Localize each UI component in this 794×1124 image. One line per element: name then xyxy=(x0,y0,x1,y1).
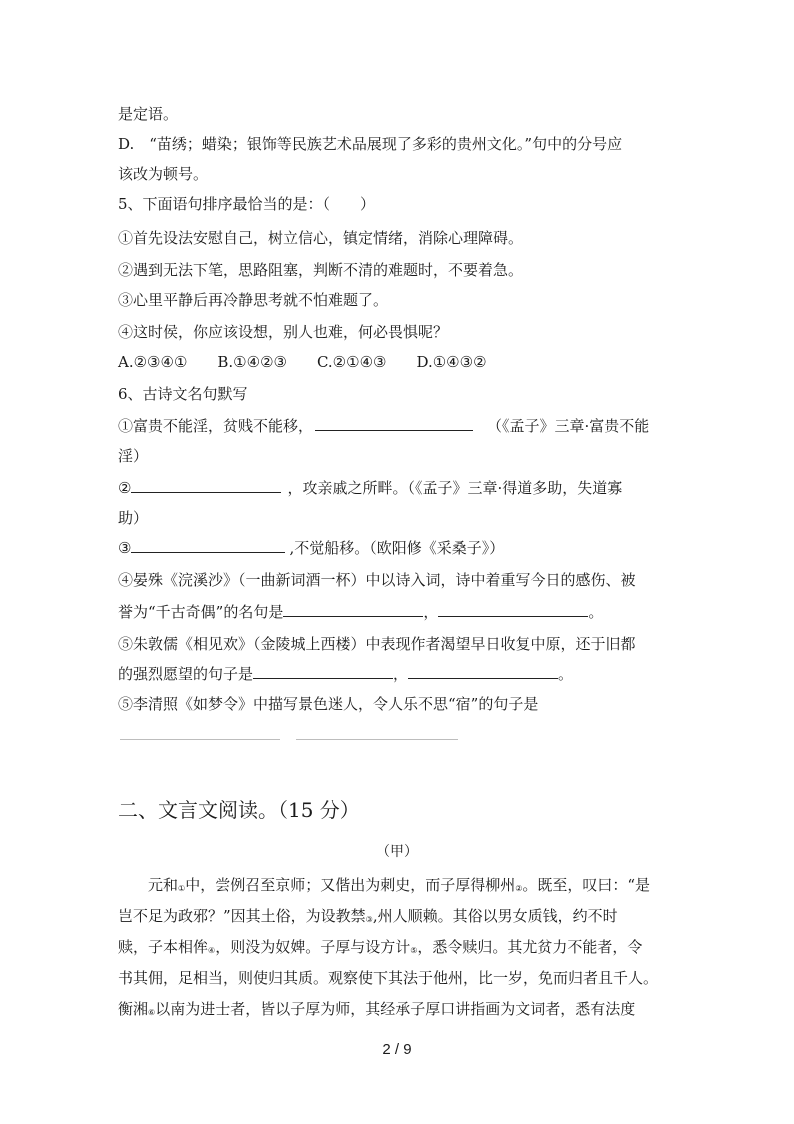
answer-blank[interactable] xyxy=(131,478,281,493)
passage-line-2: 岂不足为政邪？”因其土俗，为设教禁③,州人顺赖。其俗以男女质钱，约不时 xyxy=(118,907,618,925)
poem-item-5: ⑤朱敦儒《相见欢》（金陵城上西楼）中表现作者渴望早日收复中原，还于旧都 xyxy=(118,635,636,653)
passage-line-1: 元和①中，尝例召至京师；又偕出为刺史，而子厚得柳州②。既至，叹曰：“是 xyxy=(148,876,651,894)
answer-blank-line[interactable] xyxy=(296,739,458,740)
sentence-2: ②遇到无法下笔，思路阻塞，判断不清的难题时，不要着急。 xyxy=(118,261,524,279)
question-5: 5、下面语句排序最恰当的是：（ ） xyxy=(118,195,376,213)
answer-blank[interactable] xyxy=(408,664,558,679)
footnote-marker: ② xyxy=(515,884,523,893)
text-line: 是定语。 xyxy=(118,105,179,123)
answer-blank[interactable] xyxy=(315,416,473,431)
poem-item-1: ①富贵不能淫，贫贱不能移， （《孟子》三章·富贵不能 xyxy=(118,417,650,435)
answer-blank-line[interactable] xyxy=(120,739,280,740)
poem-item-4-answers: 誉为“千古奇偶”的名句是 ， 。 xyxy=(118,603,604,621)
answer-blank[interactable] xyxy=(283,602,423,617)
footnote-marker: ④ xyxy=(208,946,216,955)
poem-item-4: ④晏殊《浣溪沙》（一曲新词酒一杯）中以诗入词，诗中着重写今日的感伤、被 xyxy=(118,571,636,589)
text-line: 该改为顿号。 xyxy=(118,165,209,183)
text-line: 助） xyxy=(118,509,149,527)
passage-line-3: 赎，子本相侔④，则没为奴婢。子厚与设方计⑤，悉令赎归。其尤贫力不能者，令 xyxy=(118,938,643,956)
answer-blank[interactable] xyxy=(438,602,588,617)
question-6: 6、古诗文名句默写 xyxy=(118,385,248,403)
answer-options: A.②③④① B.①④②③ C.②①④③ D.①④③② xyxy=(118,353,487,371)
passage-line-5: 衡湘⑥以南为进士者，皆以子厚为师，其经承子厚口讲指画为文词者，悉有法度 xyxy=(118,1000,636,1018)
page-number: 2 / 9 xyxy=(382,1041,412,1058)
poem-item-3: ③ ,不觉船移。（欧阳修《采桑子》） xyxy=(118,539,505,557)
text-line: 淫） xyxy=(118,447,149,465)
footnote-marker: ⑤ xyxy=(410,946,418,955)
sentence-3: ③心里平静后再冷静思考就不怕难题了。 xyxy=(118,291,389,309)
poem-item-2: ② ，攻亲戚之所畔。（《孟子》三章·得道多助，失道寡 xyxy=(118,479,623,497)
poem-item-5-answers: 的强烈愿望的句子是 ， 。 xyxy=(118,665,574,683)
sentence-1: ①首先设法安慰自己，树立信心，镇定情绪，消除心理障碍。 xyxy=(118,229,524,247)
footnote-marker: ③ xyxy=(365,915,373,924)
passage-line-4: 书其佣，足相当，则使归其质。观察使下其法于他州，比一岁，免而归者且千人。 xyxy=(118,969,659,987)
option-d-line: D. “苗绣；蜡染；银饰等民族艺术品展现了多彩的贵州文化。”句中的分号应 xyxy=(118,135,623,153)
answer-blank[interactable] xyxy=(131,538,285,553)
footnote-marker: ⑥ xyxy=(148,1008,156,1017)
section-title: 二、文言文阅读。（15 分） xyxy=(118,798,360,822)
poem-item-6: ⑤李清照《如梦令》中描写景色迷人，令人乐不思“宿”的句子是 xyxy=(118,695,539,713)
footnote-marker: ① xyxy=(178,884,186,893)
answer-blank[interactable] xyxy=(253,664,393,679)
passage-label: （甲） xyxy=(376,844,418,860)
sentence-4: ④这时侯，你应该设想，别人也难，何必畏惧呢？ xyxy=(118,323,449,341)
